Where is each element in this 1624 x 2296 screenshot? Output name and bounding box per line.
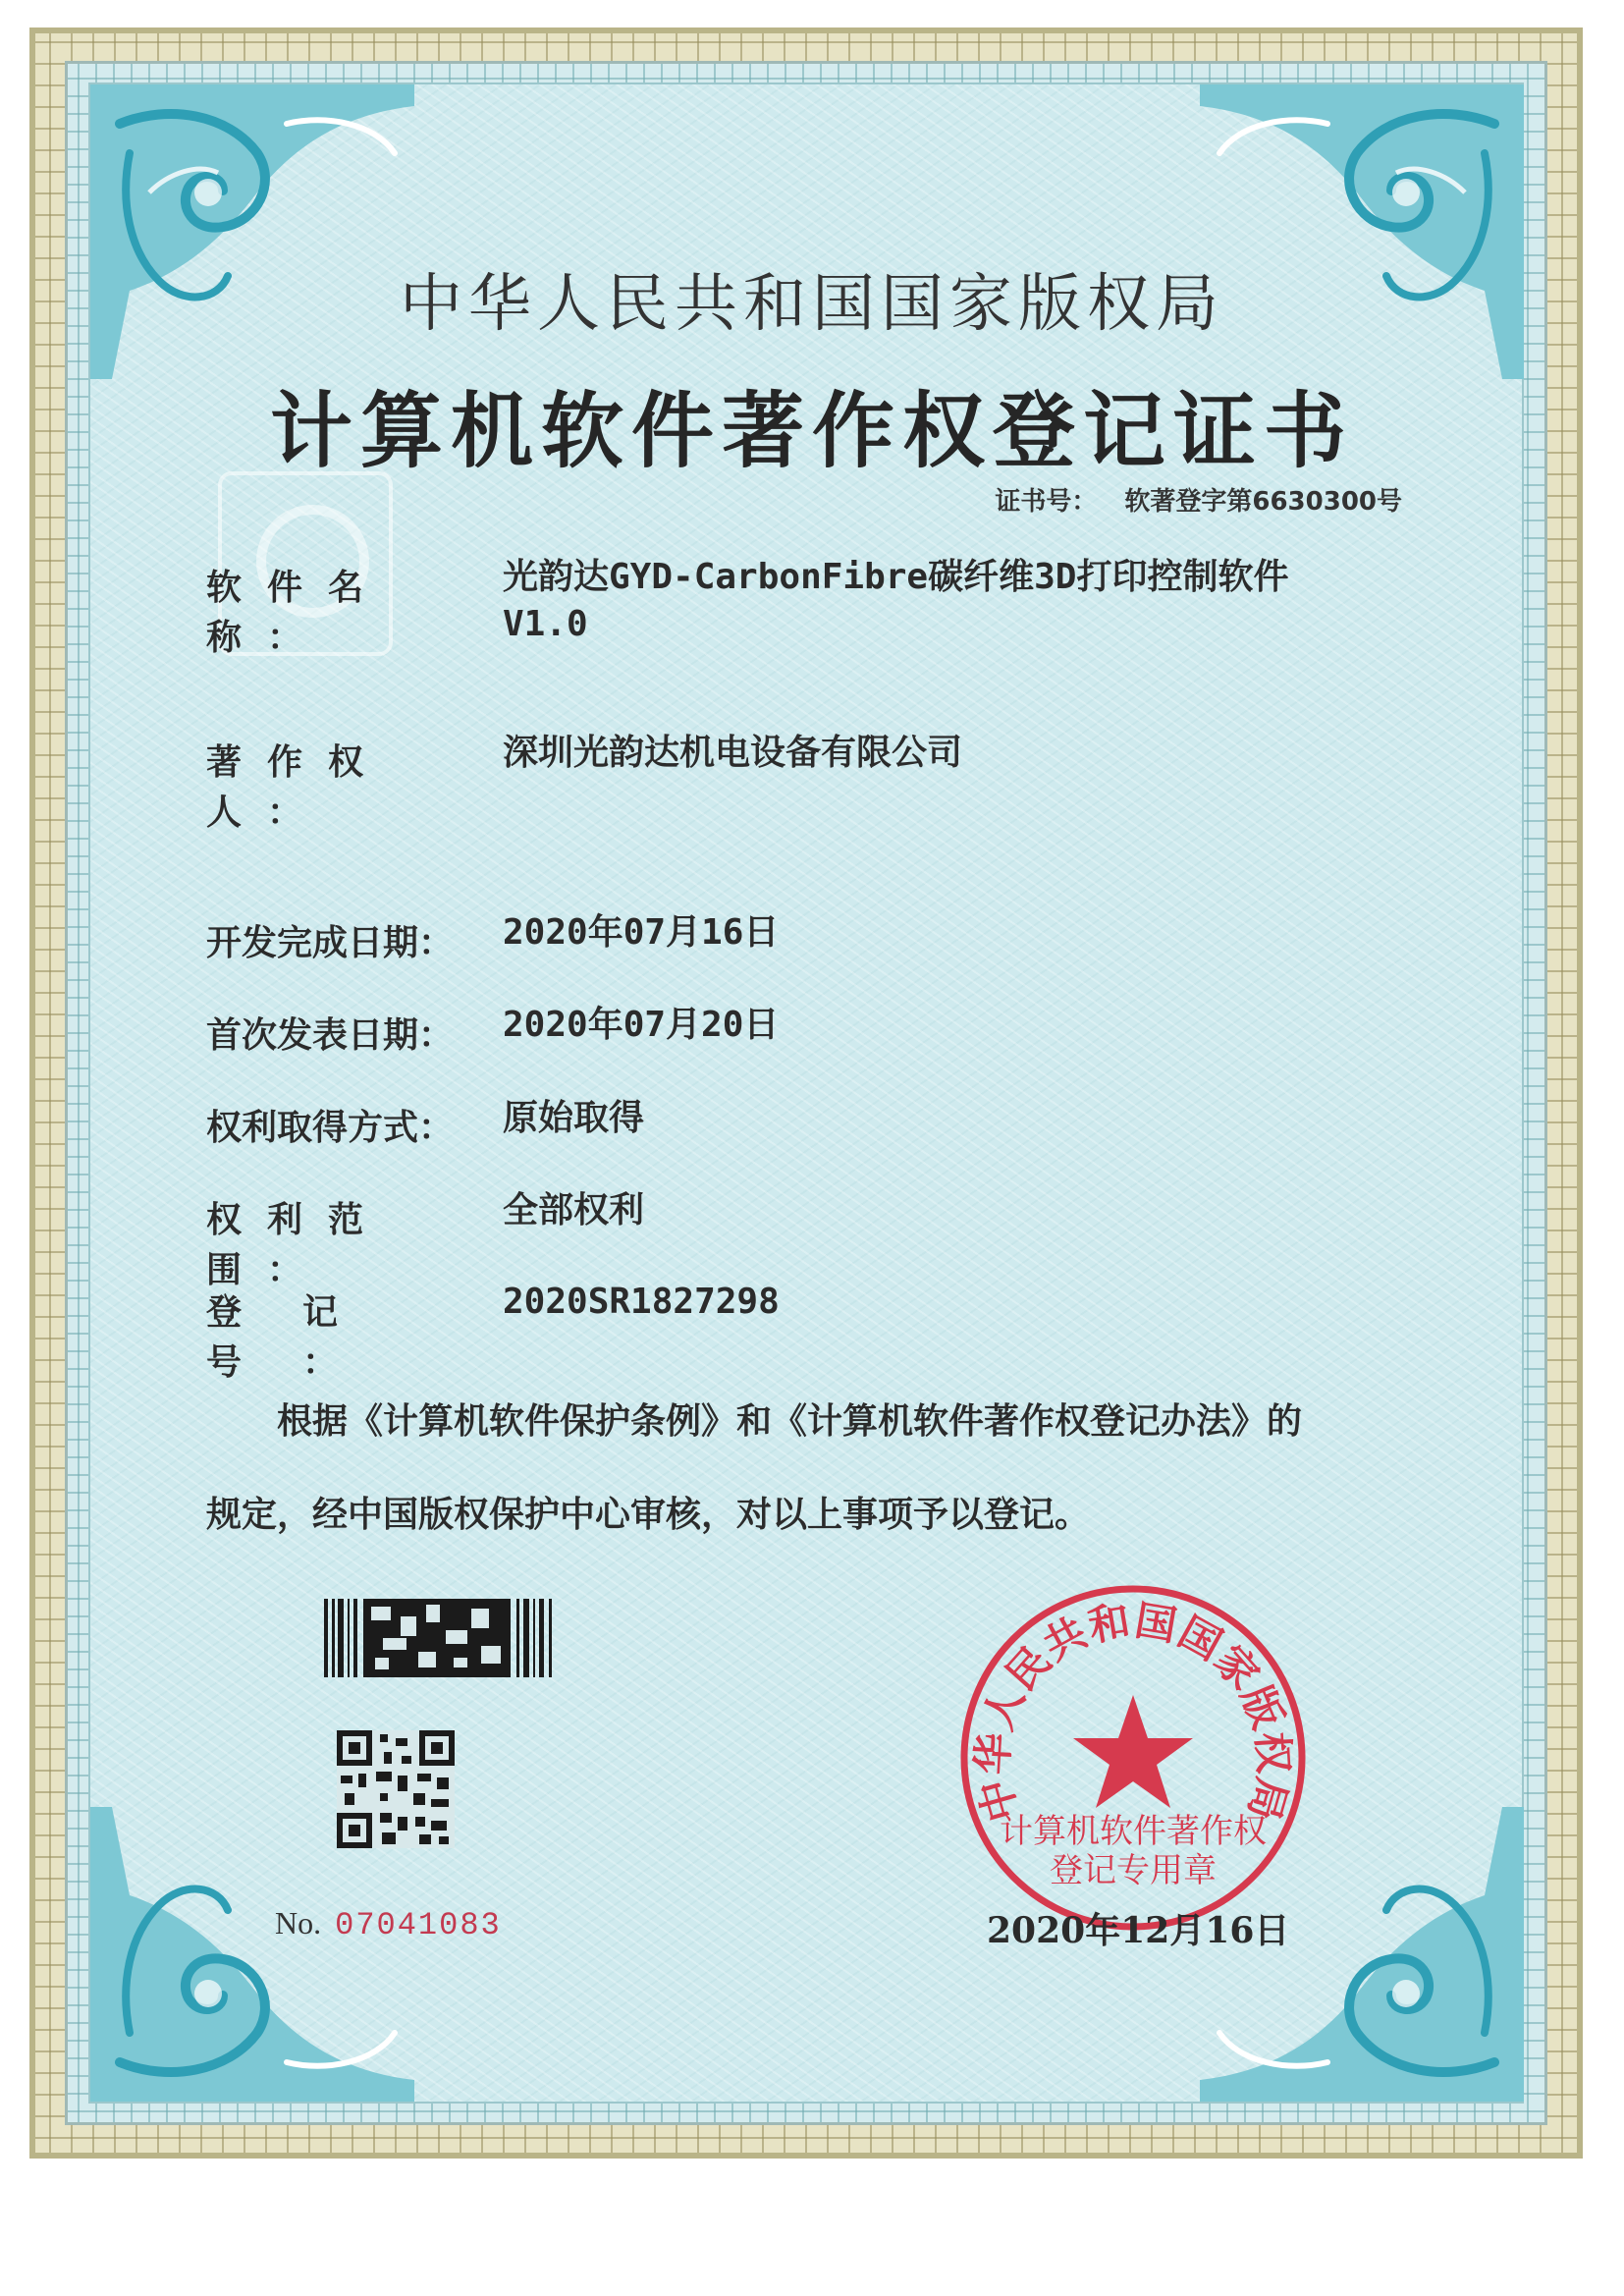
- certificate-number-value: 软著登字第6630300号: [1124, 487, 1402, 517]
- field-value: [503, 554, 1543, 648]
- field-value: 深圳光韵达机电设备有限公司: [503, 732, 963, 773]
- certificate-number: [995, 481, 1402, 518]
- official-seal: [954, 1579, 1312, 1937]
- seal-line-2: 登记专用章: [1050, 1851, 1217, 1890]
- serial-prefix: No.: [275, 1905, 322, 1941]
- field-value: 全部权利: [503, 1189, 645, 1230]
- seal-ring-text: 中华人民共和国国家版权局: [968, 1596, 1298, 1828]
- field-label: 登记号：: [206, 1291, 400, 1383]
- statement-line-2: 规定，经中国版权保护中心审核，对以上事项予以登记。: [206, 1494, 1091, 1535]
- field-label: 开发完成日期：: [206, 922, 455, 963]
- field-label: 软件名称：: [206, 567, 390, 658]
- certificate-title: 计算机软件著作权登记证书: [269, 382, 1354, 479]
- barcode: [324, 1599, 556, 1677]
- software-name-value: 光韵达GYD-CarbonFibre碳纤维3D打印控制软件: [503, 557, 1289, 597]
- issue-date: 2020年12月16日: [987, 1910, 1290, 1951]
- field-value: 2020SR1827298: [503, 1282, 780, 1322]
- serial-number: 07041083: [335, 1907, 502, 1943]
- certificate-number-label: 证书号：: [995, 487, 1098, 517]
- certificate-serial: [275, 1905, 502, 1943]
- issuing-authority: 中华人民共和国国家版权局: [400, 268, 1224, 341]
- field-label: 权利取得方式：: [206, 1107, 455, 1148]
- field-label: 著作权人：: [206, 741, 390, 833]
- field-value: 原始取得: [503, 1097, 645, 1138]
- statement-line-1: 根据《计算机软件保护条例》和《计算机软件著作权登记办法》的: [277, 1400, 1303, 1442]
- corner-scroll-ornament: [90, 1807, 414, 2102]
- field-label: 权利范围：: [206, 1199, 390, 1290]
- field-value: 2020年07月20日: [503, 1005, 780, 1045]
- qr-code: [337, 1730, 455, 1848]
- seal-line-1: 计算机软件著作权: [1000, 1812, 1267, 1851]
- software-version-value: V1.0: [503, 604, 588, 644]
- field-label: 首次发表日期：: [206, 1014, 455, 1056]
- field-value: 2020年07月16日: [503, 912, 780, 953]
